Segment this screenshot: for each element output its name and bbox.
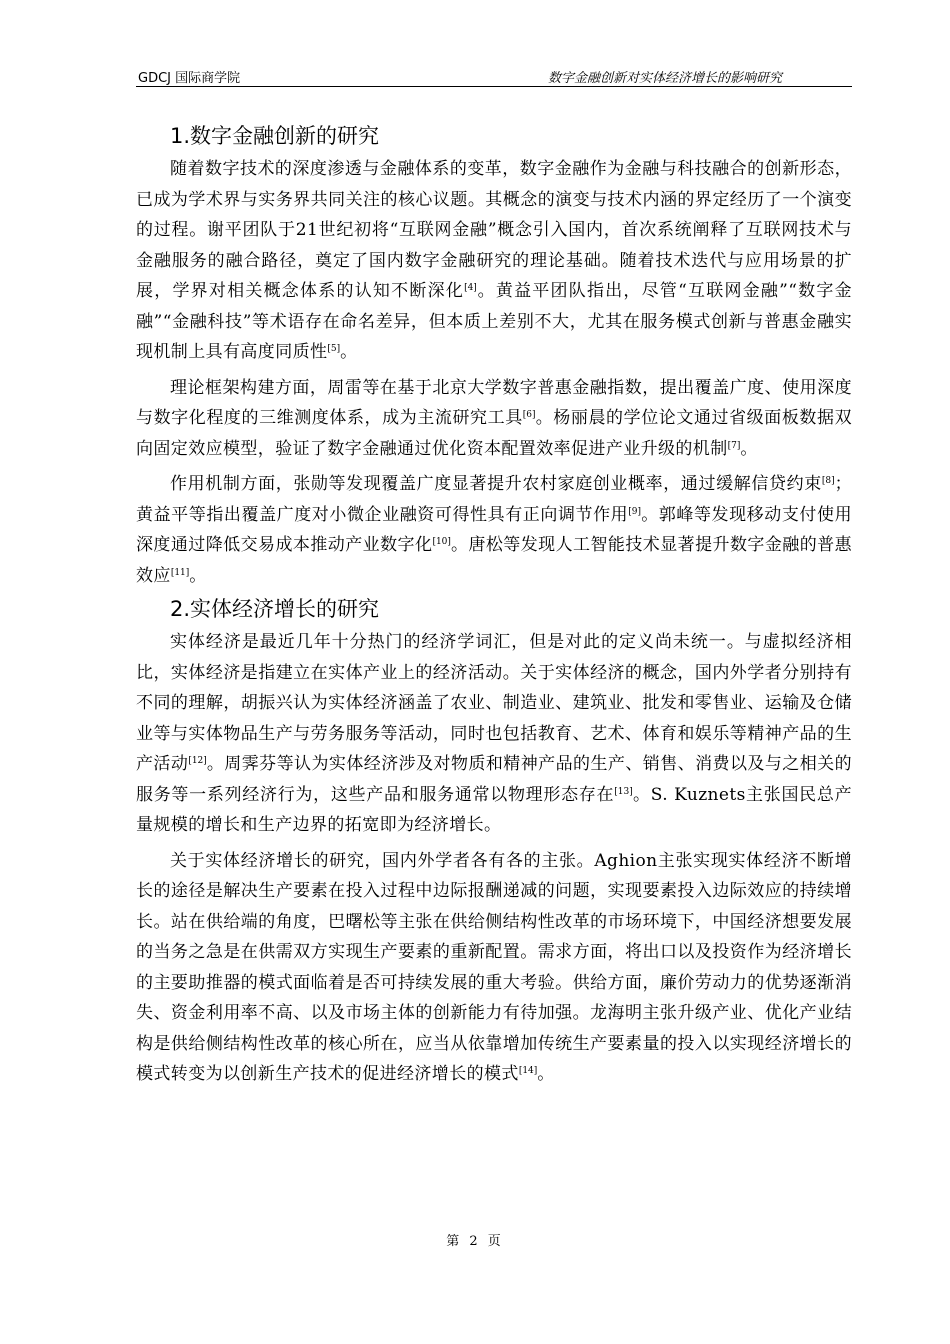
citation-reference: [14] — [518, 1066, 538, 1076]
paragraph-text: 。黄益平团队指出，尽管“互联网金融”“数字金融”“金融科技”等术语存在命名差异，但本质上差别不大，尤其在服务模式创新与普惠金融实现机制上具有高度同质性 — [136, 281, 853, 362]
citation-reference: [12] — [188, 756, 207, 766]
citation-reference: [4] — [464, 283, 477, 293]
paragraph-text: 。S. Kuznets主张国民总产量规模的增长和生产边界的拓宽即为经济增长。 — [136, 784, 852, 835]
body-paragraph — [136, 469, 852, 591]
citation-reference: [5] — [327, 344, 341, 354]
section-heading: 2.实体经济增长的研究 — [170, 597, 380, 621]
body-paragraph — [136, 627, 852, 841]
main-content — [136, 118, 852, 1090]
paragraph-text: 。 — [537, 1064, 555, 1084]
paragraph-text: 。 — [189, 565, 207, 586]
body-paragraph — [136, 373, 852, 465]
page-number: 第 2 页 — [446, 1234, 504, 1249]
citation-reference: [7] — [727, 440, 741, 451]
body-paragraph — [136, 154, 852, 368]
paragraph-text: 。杨丽晨的学位论文通过省级面板数据双向固定效应模型，验证了数字金融通过优化资本配置效率促进产业升级的机制 — [136, 408, 852, 459]
paragraph-text: 。郭峰等发现移动支付使用深度通过降低交易成本推动产业数字化 — [136, 504, 852, 555]
paragraph-text: ；黄益平等指出覆盖广度对小微企业融资可得性具有正向调节作用 — [136, 474, 852, 525]
paragraph-text: 随着数字技术的深度渗透与金融体系的变革，数字金融作为金融与科技融合的创新形态，已成为学术界与实务界共同关注的核心议题。其概念的演变与技术内涵的界定经历了一个演变的过程。谢平团队于21世纪初将“互联网金融”概念引入国内，首次系统阐释了互联网技术与金融服务的融合路径，奠定了国内数字金融研究的理论基础。随着技术迭代与应用场景的扩展，学界对相关概念体系的认知不断深化 — [136, 159, 852, 301]
paragraph-text: 作用机制方面，张勋等发现覆盖广度显著提升农村家庭创业概率，通过缓解信贷约束 — [170, 474, 822, 494]
citation-reference: [13] — [614, 786, 633, 797]
citation-reference: [8] — [821, 476, 835, 486]
paragraph-text: 关于实体经济增长的研究，国内外学者各有各的主张。Aghion主张实现实体经济不断增长的途径是解决生产要素在投入过程中边际报酬递减的问题，实现要素投入边际效应的持续增长。站在供给端的角度，巴曙松等主张在供给侧结构性改革的市场环境下，中国经济想要发展的当务之急是在供需双方实现生产要素的重新配置。需求方面，将出口以及投资作为经济增长的主要助推器的模式面临着是否可持续发展的重大考验。供给方面，廉价劳动力的优势逐渐消失、资金利用率不高、以及市场主体的创新能力有待加强。龙海明主张升级产业、优化产业结构是供给侧结构性改革的核心所在，应当从依靠增加传统生产要素量的投入以实现经济增长的模式转变为以创新生产技术的促进经济增长的模式 — [136, 850, 852, 1084]
paragraph-text: 实体经济是最近几年十分热门的经济学词汇，但是对此的定义尚未统一。与虚拟经济相比，实体经济是指建立在实体产业上的经济活动。关于实体经济的概念，国内外学者分别持有不同的理解，胡振兴认为实体经济涵盖了农业、制造业、建筑业、批发和零售业、运输及仓储业等与实体物品生产与劳务服务等活动，同时也包括教育、艺术、体育和娱乐等精神产品的生产活动 — [136, 632, 852, 774]
body-paragraph — [136, 846, 852, 1090]
page-header — [136, 62, 852, 87]
paragraph-text: 。 — [340, 342, 358, 362]
section-heading: 1.数字金融创新的研究 — [170, 124, 380, 148]
citation-reference: [9] — [628, 506, 642, 517]
paragraph-text: 。 — [740, 438, 758, 459]
header-thesis-title: 数字金融创新对实体经济增长的影响研究 — [547, 71, 782, 86]
citation-reference: [10] — [432, 537, 451, 547]
paragraph-text: 理论框架构建方面，周雷等在基于北京大学数字普惠金融指数，提出覆盖广度、使用深度与数字化程度的三维测度体系，成为主流研究工具 — [136, 377, 852, 428]
paragraph-text: 。周霁芬等认为实体经济涉及对物质和精神产品的生产、销售、消费以及与之相关的服务等一系列经济行为，这些产品和服务通常以物理形态存在 — [136, 754, 852, 805]
citation-reference: [11] — [170, 567, 190, 578]
paragraph-text: 。唐松等发现人工智能技术显著提升数字金融的普惠效应 — [136, 535, 852, 586]
header-school-name: GDCJ 国际商学院 — [138, 71, 241, 86]
citation-reference: [6] — [522, 410, 536, 420]
